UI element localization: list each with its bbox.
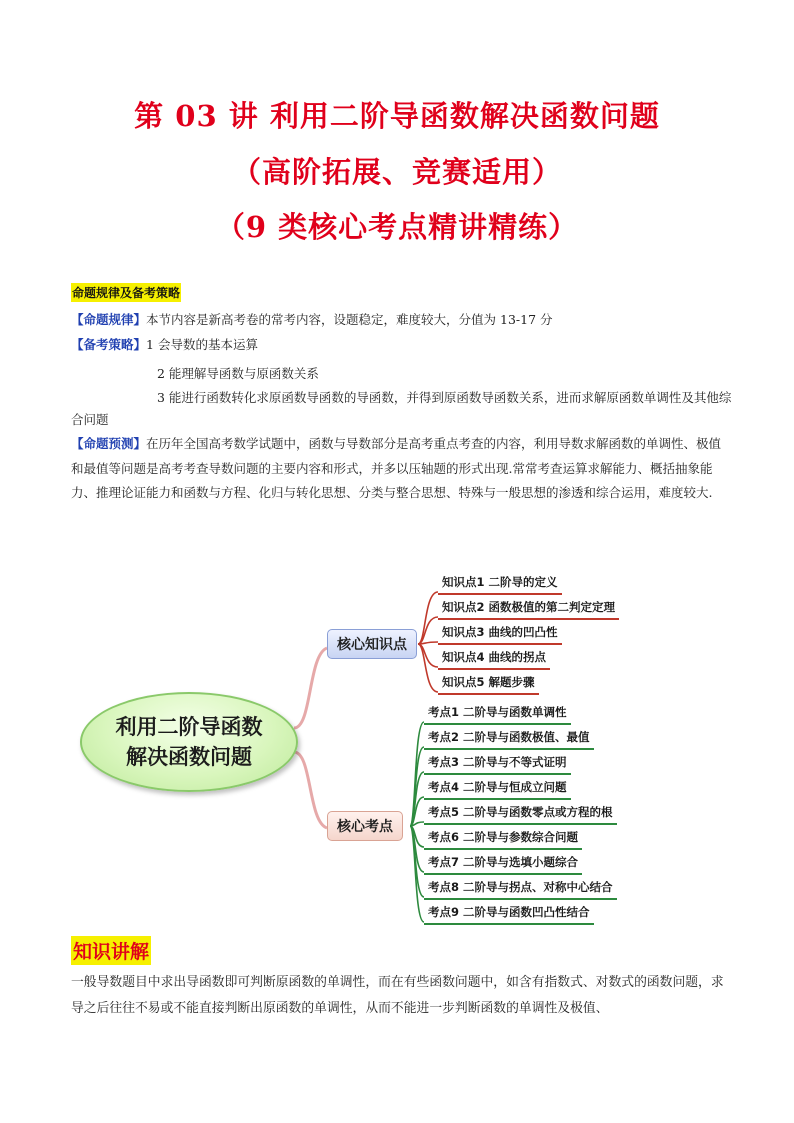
plan-tag: 【备考策略】 bbox=[71, 337, 147, 352]
plan-item-3: 3 能进行函数转化求原函数导函数的导函数，并得到原函数导函数关系，进而求解原函数单调性及其他综合问题 bbox=[71, 390, 732, 427]
rule-tag: 【命题规律】 bbox=[71, 312, 147, 327]
page-title: 第 03 讲 利用二阶导函数解决函数问题 bbox=[134, 99, 660, 133]
link-k5 bbox=[418, 644, 438, 692]
predict-tag: 【命题预测】 bbox=[71, 436, 147, 451]
exam-point: 考点4 二阶导与恒成立问题 bbox=[424, 777, 571, 800]
strategy-heading: 命题规律及备考策略 bbox=[71, 283, 181, 302]
exam-point: 考点5 二阶导与函数零点或方程的根 bbox=[424, 802, 617, 825]
knowledge-point: 知识点1 二阶导的定义 bbox=[438, 572, 562, 595]
exam-point: 考点9 二阶导与函数凹凸性结合 bbox=[424, 902, 594, 925]
mind-map bbox=[0, 560, 794, 930]
page-subtitle: （高阶拓展、竞赛适用） bbox=[231, 155, 562, 189]
exam-point: 考点6 二阶导与参数综合问题 bbox=[424, 827, 582, 850]
plan-item-3-block bbox=[71, 387, 733, 431]
branch-exam: 核心考点 bbox=[327, 811, 403, 841]
exam-point: 考点7 二阶导与选填小题综合 bbox=[424, 852, 582, 875]
exam-point: 考点8 二阶导与拐点、对称中心结合 bbox=[424, 877, 617, 900]
knowledge-point: 知识点2 函数极值的第二判定定理 bbox=[438, 597, 619, 620]
predict-paragraph bbox=[71, 432, 733, 506]
plan-item-2: 2 能理解导函数与原函数关系 bbox=[157, 366, 319, 381]
rule-paragraph bbox=[71, 308, 731, 332]
branch-knowledge: 核心知识点 bbox=[327, 629, 417, 659]
exam-point: 考点2 二阶导与函数极值、最值 bbox=[424, 727, 594, 750]
knowledge-point: 知识点4 曲线的拐点 bbox=[438, 647, 550, 670]
center-line-2: 解决函数问题 bbox=[126, 745, 252, 769]
mind-map-center bbox=[80, 692, 298, 792]
link-center-knowledge bbox=[294, 648, 327, 728]
exam-point: 考点3 二阶导与不等式证明 bbox=[424, 752, 571, 775]
exam-point: 考点1 二阶导与函数单调性 bbox=[424, 702, 571, 725]
explain-paragraph: 一般导数题目中求出导函数即可判断原函数的单调性，而在有些函数问题中，如含有指数式、对数式的函数问题，求导之后往往不易或不能直接判断出原函数的单调性，从而不能进一步判断函数的单调性及极值、 bbox=[71, 975, 724, 1016]
page-subtitle-2: （9 类核心考点精讲精练） bbox=[215, 210, 579, 244]
link-center-exam bbox=[294, 752, 327, 828]
knowledge-point: 知识点5 解题步骤 bbox=[438, 672, 539, 695]
predict-text: 在历年全国高考数学试题中，函数与导数部分是高考重点考查的内容，利用导数求解函数的单调性、极值和最值等问题是高考考查导数问题的主要内容和形式，并多以压轴题的形式出现.常常考查运算求解能力、概括抽象能力、推理论证能力和函数与方程、化归与转化思想、分类与整合思想、特殊与一般思想的渗透和综合运用，难度较大. bbox=[71, 436, 722, 500]
knowledge-point: 知识点3 曲线的凹凸性 bbox=[438, 622, 562, 645]
center-line-1: 利用二阶导函数 bbox=[115, 715, 263, 739]
plan-paragraph bbox=[71, 333, 731, 357]
section-heading: 知识讲解 bbox=[71, 936, 151, 965]
plan-item-1: 1 会导数的基本运算 bbox=[146, 337, 258, 352]
rule-text: 本节内容是新高考卷的常考内容，设题稳定，难度较大，分值为 13-17 分 bbox=[146, 312, 553, 327]
